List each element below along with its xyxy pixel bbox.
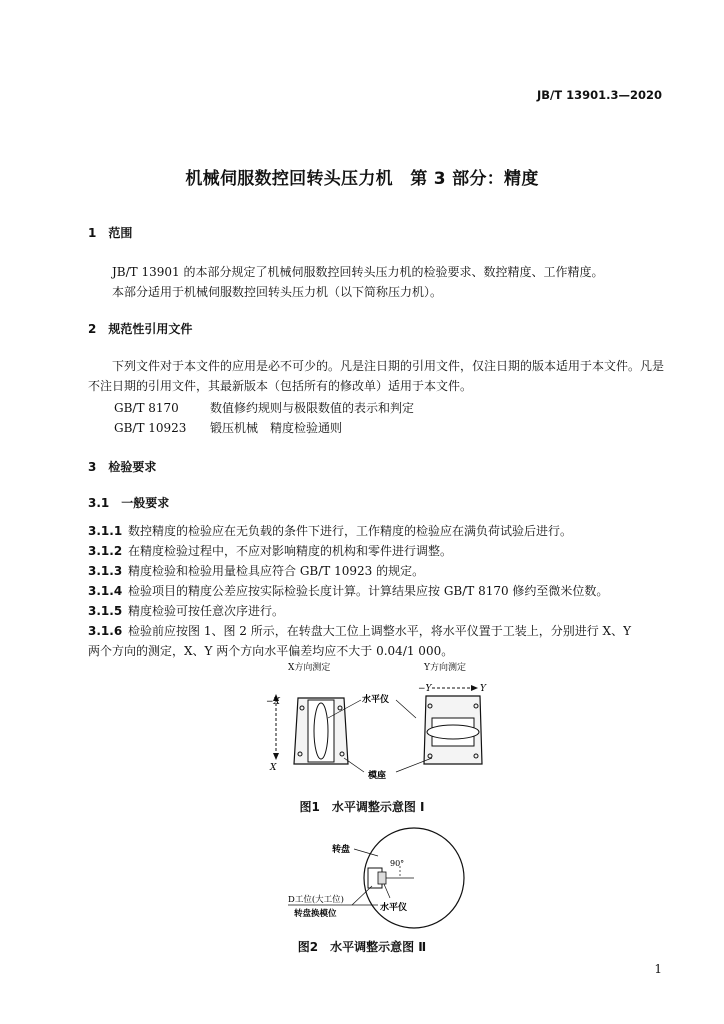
clause-text: 检验项目的精度公差应按实际检验长度计算。计算结果应按 GB/T 8170 修约至微米位数。 <box>128 584 609 598</box>
figure-2-change-label: 转盘换模位 <box>294 909 337 919</box>
reference-item <box>114 399 414 416</box>
page-number: 1 <box>654 962 662 976</box>
figure-2-diagram <box>282 826 482 930</box>
clause-number: 3.1.1 <box>88 524 123 538</box>
section-1-paragraph-2: 本部分适用于机械伺服数控回转头压力机（以下简称压力机）。 <box>112 285 443 299</box>
standard-code: JB/T 13901.3—2020 <box>537 88 662 102</box>
clause-text: 在精度检验过程中，不应对影响精度的机构和零件进行调整。 <box>128 544 453 558</box>
figure-1-level-label: 水平仪 <box>362 695 390 705</box>
figure-1-base-label: 模座 <box>368 771 387 781</box>
clause <box>88 522 572 539</box>
figure-1-right-level-vial <box>427 725 479 739</box>
section-2-paragraph: 下列文件对于本文件的应用是必不可少的。凡是注日期的引用文件，仅注日期的版本适用于本文件。凡是不注日期的引用文件，其最新版本（包括所有的修改单）适用于本文件。 <box>88 359 665 393</box>
clause-text: 检验前应按图 1、图 2 所示，在转盘大工位上调整水平，将水平仪置于工装上，分别进行 X、Y <box>128 624 631 638</box>
clause-text: 精度检验可按任意次序进行。 <box>128 604 285 618</box>
figure-1-y: Y <box>480 684 486 694</box>
clause <box>88 602 284 619</box>
figure-1-left-level-vial <box>314 703 328 759</box>
reference-item <box>114 419 342 436</box>
figure-1-x-direction-label: X方向测定 <box>288 663 331 673</box>
clause <box>88 542 452 559</box>
section-1-paragraph-1: JB/T 13901 的本部分规定了机械伺服数控回转头压力机的检验要求、数控精度、工作精度。 <box>112 265 604 279</box>
clause <box>88 622 631 639</box>
subsection-3-1-heading: 3.1 一般要求 <box>88 496 170 510</box>
reference-code: GB/T 8170 <box>114 401 179 415</box>
reference-code: GB/T 10923 <box>114 421 187 435</box>
clause-number: 3.1.5 <box>88 604 123 618</box>
figure-1-minus-y: −Y <box>418 684 432 694</box>
figure-2-station-label: D工位(大工位) <box>288 895 344 905</box>
clause-continuation: 两个方向的测定，X、Y 两个方向水平偏差均应不大于 0.04/1 000。 <box>88 644 454 658</box>
figure-1-diagram <box>256 678 496 786</box>
clause-number: 3.1.2 <box>88 544 123 558</box>
section-2-heading: 2 规范性引用文件 <box>88 322 193 336</box>
reference-title: 锻压机械 精度检验通则 <box>210 421 343 435</box>
figure-2-caption: 图2 水平调整示意图 Ⅱ <box>297 940 427 954</box>
clause-number: 3.1.4 <box>88 584 123 598</box>
document-title: 机械伺服数控回转头压力机 第 3 部分：精度 <box>185 169 539 189</box>
clause-number: 3.1.3 <box>88 564 123 578</box>
section-3-heading: 3 检验要求 <box>88 460 157 474</box>
figure-2-level-label: 水平仪 <box>380 903 408 913</box>
figure-1-y-direction-label: Y方向测定 <box>424 663 466 673</box>
figure-2-turntable-label: 转盘 <box>332 845 351 855</box>
figure-1-minus-x: −X <box>266 697 280 707</box>
clause <box>88 562 424 579</box>
clause-text: 精度检验和检验用量检具应符合 GB/T 10923 的规定。 <box>128 564 425 578</box>
figure-1-caption: 图1 水平调整示意图 Ⅰ <box>299 800 425 814</box>
clause-number: 3.1.6 <box>88 624 123 638</box>
clause-text: 数控精度的检验应在无负载的条件下进行，工作精度的检验应在满负荷试验后进行。 <box>128 524 573 538</box>
figure-2-angle-label: 90° <box>390 859 405 868</box>
figure-1-x: X <box>270 763 277 773</box>
clause <box>88 582 608 599</box>
section-1-heading: 1 范围 <box>88 226 133 240</box>
figure-2-level-block <box>378 872 386 884</box>
reference-title: 数值修约规则与极限数值的表示和判定 <box>210 401 415 415</box>
